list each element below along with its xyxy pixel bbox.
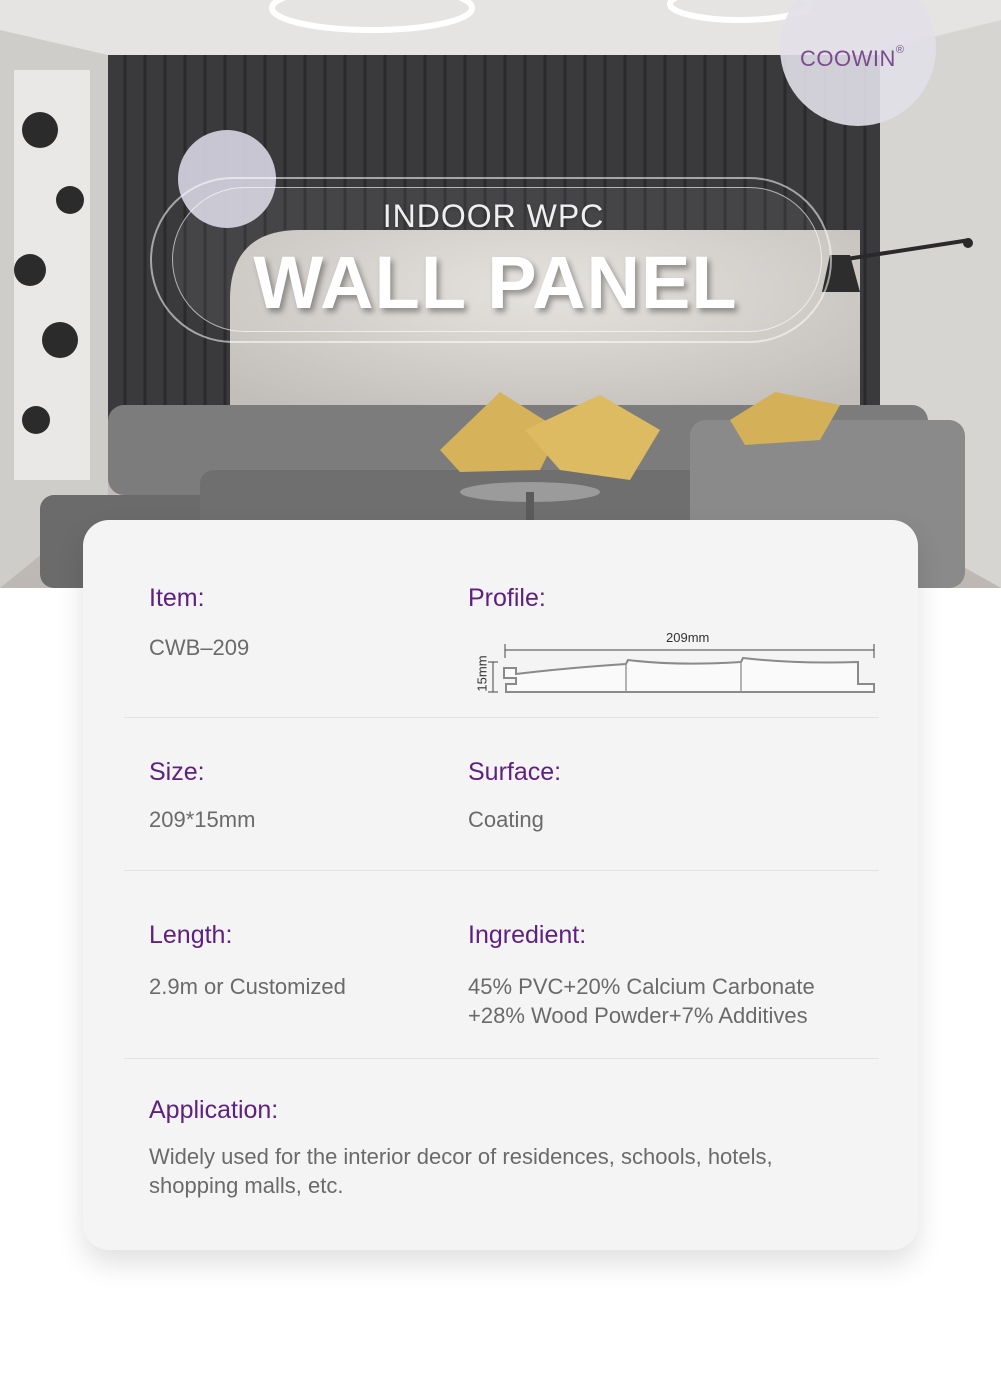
hero-title: WALL PANEL — [253, 241, 738, 324]
application-value-line-2: shopping malls, etc. — [149, 1173, 344, 1198]
hero-banner — [0, 0, 1001, 588]
hero-subtitle: INDOOR WPC — [382, 198, 605, 234]
ingredient-label: Ingredient: — [468, 921, 587, 949]
application-label: Application: — [149, 1096, 279, 1124]
brand-logo — [800, 46, 905, 72]
ingredient-value-line-1: 45% PVC+20% Calcium Carbonate — [468, 974, 815, 999]
brand-name: COOWIN — [800, 46, 896, 71]
length-label: Length: — [149, 921, 233, 949]
profile-height-dimension: 15mm — [474, 655, 490, 692]
profile-label: Profile: — [468, 584, 546, 612]
application-value-line-1: Widely used for the interior decor of residences, schools, hotels, — [149, 1144, 773, 1169]
length-value: 2.9m or Customized — [149, 974, 346, 999]
size-label: Size: — [149, 758, 205, 786]
item-label: Item: — [149, 584, 205, 612]
divider-1 — [124, 717, 879, 718]
item-value: CWB–209 — [149, 635, 250, 660]
profile-width-dimension: 209mm — [666, 630, 710, 645]
divider-3 — [124, 1058, 879, 1059]
surface-label: Surface: — [468, 758, 562, 786]
size-value: 209*15mm — [149, 807, 256, 832]
spec-card — [83, 520, 918, 1250]
surface-value: Coating — [468, 807, 544, 832]
ingredient-value-line-2: +28% Wood Powder+7% Additives — [468, 1003, 808, 1028]
divider-2 — [124, 870, 879, 871]
profile-drawing — [466, 626, 876, 702]
registered-mark-icon: ® — [895, 44, 905, 56]
